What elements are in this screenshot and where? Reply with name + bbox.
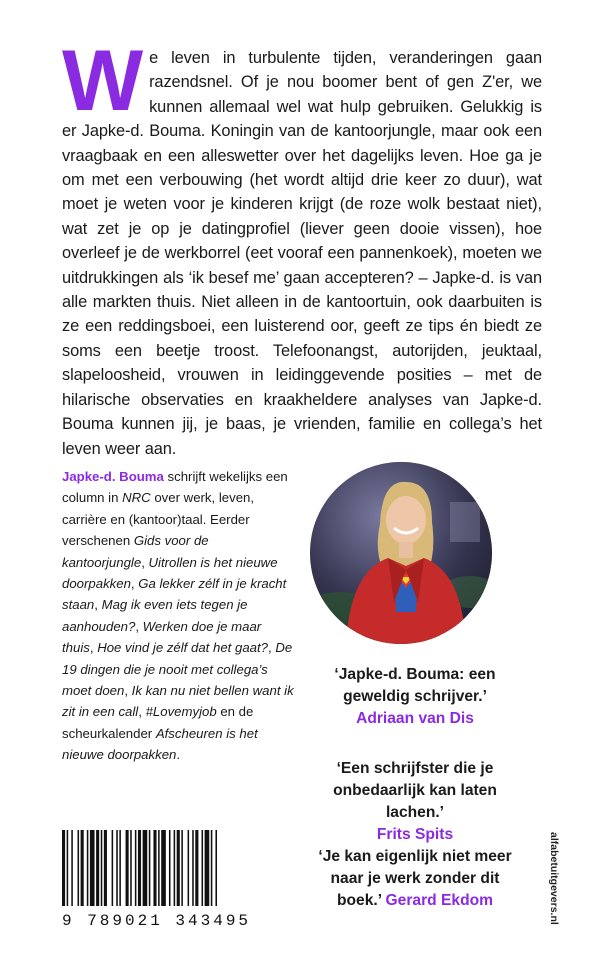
bio-text: over werk, leven, carrière en (kantoor)taal. Eerder verschenen xyxy=(62,490,255,549)
book-title: Werken doe je maar thuis xyxy=(62,618,262,656)
barcode-bar xyxy=(181,830,183,906)
quote-author: Gerard Ekdom xyxy=(385,892,493,909)
barcode-bar xyxy=(135,830,137,906)
book-title: Gids voor de kantoorjungle xyxy=(62,533,209,570)
barcode-bar xyxy=(130,830,132,906)
barcode-bar xyxy=(149,830,151,906)
quote-3 xyxy=(310,846,520,912)
barcode-bar xyxy=(169,830,171,906)
bio-separator: , xyxy=(130,576,139,592)
barcode-bar xyxy=(153,830,156,906)
book-title: Uitrollen is het nieuwe doorpakken xyxy=(62,554,278,592)
barcode-bar xyxy=(67,830,69,906)
author-photo-illustration xyxy=(310,462,492,644)
barcode-bar xyxy=(215,830,217,906)
bio-separator: , xyxy=(124,683,132,699)
barcode-bar xyxy=(158,830,160,906)
bio-separator: , xyxy=(268,640,276,656)
blurb-text: e leven in turbulente tijden, veranderingen gaan razendsnel. Of je nou boomer bent of gen Z'er, we kunnen allemaal wel wat hulp gebruiken. Gelukkig is er Japke-d. Bouma. Koningin van de kantoorjungle, maar ook een vraagbaak en een alleswetter over het dagelijks leven. Hoe ga je om met een verbouwing (het wordt altijd drie keer zo duur), wat moet je weten voor je kinderen krijgt (de roze wolk bestaat niet), wat zet je op je datingprofiel (liever geen dooie vissen), hoe overleef je de werkborrel (eet vooraf een pannenkoek), moeten we uitdrukkingen als ‘ik besef me’ gaan accepteren? – Japke-d. is van alle markten thuis. Niet alleen in de kantoortuin, ook daarbuiten is ze een reddingsboei, een luisterend oor, geeft ze tips én biedt ze soms een beetje troost. Telefoonangst, autorijden, jeuktaal, slapeloosheid, vrouwen in leidinggevende posities – met de hilarische observaties en kraakheldere analyses van Japke-d. Bouma kunnen jij, je baas, je vrienden, familie en collega’s het leven weer aan. xyxy=(62,49,542,458)
barcode-bar xyxy=(143,830,148,906)
quote-text: ‘Je kan eigenlijk niet meer naar je werk zonder dit boek.’ xyxy=(318,848,512,909)
book-title: Mag ik even iets tegen je aanhouden? xyxy=(62,597,248,634)
barcode-bar xyxy=(119,830,121,906)
barcode-bar xyxy=(62,830,65,906)
barcode-bar xyxy=(192,830,194,906)
bio-separator: , xyxy=(89,640,98,656)
quote-2 xyxy=(310,758,520,846)
book-title: #Lovemyjob xyxy=(145,704,217,720)
book-title: Hoe vind je zélf dat het gaat? xyxy=(97,640,269,656)
isbn-number: 9 789021 343495 xyxy=(62,912,252,930)
author-portrait xyxy=(310,462,492,644)
author-bio xyxy=(62,466,294,766)
bio-text: schrijft wekelijks een column in xyxy=(62,469,288,506)
barcode-bar xyxy=(188,830,190,906)
barcode-bar xyxy=(177,830,180,906)
bio-separator: , xyxy=(138,704,146,720)
quote-author: Frits Spits xyxy=(376,826,454,843)
publisher-url: alfabetuitgevers.nl xyxy=(548,832,560,925)
barcode-bar xyxy=(104,830,107,906)
barcode-bar xyxy=(112,830,114,906)
barcode-bar xyxy=(81,830,84,906)
book-title: De 19 dingen die je nooit met collega’s moet doen xyxy=(62,640,293,699)
barcode-bar xyxy=(202,830,204,906)
bio-end: . xyxy=(176,747,181,763)
quote-1 xyxy=(310,664,520,730)
barcode-bar xyxy=(101,830,103,906)
bio-newspaper: NRC xyxy=(122,490,151,506)
bio-separator: , xyxy=(141,554,149,570)
blurb-paragraph xyxy=(62,33,542,461)
barcode-bar xyxy=(78,830,80,906)
bio-text: en de scheurkalender xyxy=(62,704,254,741)
book-title: Afscheuren is het nieuwe doorpakken xyxy=(62,725,258,763)
book-title: Ik kan nu niet bellen want ik zit in een call xyxy=(62,683,294,720)
barcode-bar xyxy=(71,830,73,906)
barcode-bar xyxy=(116,830,118,906)
barcode-bar xyxy=(174,830,176,906)
quote-text: ‘Een schrijfster die je onbedaarlijk kan laten lachen.’ xyxy=(333,760,497,821)
quote-author: Adriaan van Dis xyxy=(356,710,474,727)
barcode-bar xyxy=(211,830,213,906)
barcode-bar xyxy=(90,830,95,906)
bio-separator: , xyxy=(135,618,143,634)
bio-separator: , xyxy=(94,597,102,613)
author-name: Japke-d. Bouma xyxy=(62,469,164,484)
barcode-bar xyxy=(126,830,129,906)
barcode-bar xyxy=(205,830,210,906)
barcode-bar xyxy=(96,830,99,906)
book-title: Ga lekker zélf in je kracht staan xyxy=(62,576,287,613)
drop-cap: W xyxy=(62,33,144,129)
quote-text: ‘Japke-d. Bouma: een geweldig schrijver.’ xyxy=(334,666,496,705)
barcode-bar xyxy=(138,830,141,906)
barcode-bar xyxy=(87,830,89,906)
barcode-bar xyxy=(161,830,166,906)
barcode-bar xyxy=(195,830,198,906)
